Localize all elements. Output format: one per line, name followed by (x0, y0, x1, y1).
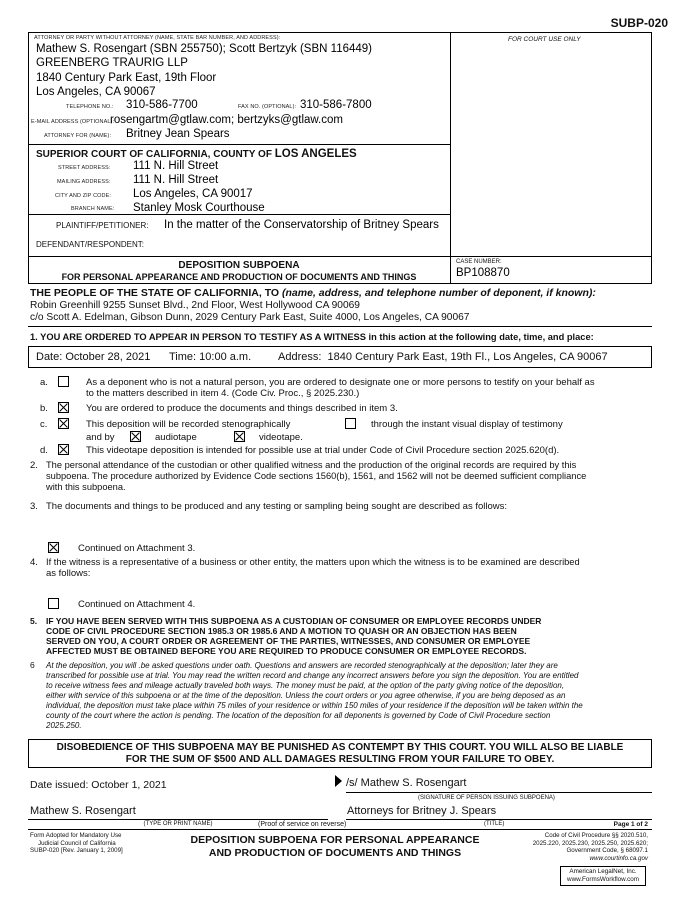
item5-line2: CODE OF CIVIL PROCEDURE SECTION 1985.3 OR 1985.6 AND A MOTION TO QUASH OR AN OBJECTION HAS BEEN (46, 626, 517, 636)
signature-label: (SIGNATURE OF PERSON ISSUING SUBPOENA) (418, 795, 555, 801)
form-id: SUBP-020 (610, 16, 668, 30)
proof-of-service: (Proof of service on reverse) (258, 821, 347, 828)
item3-num: 3. (30, 501, 38, 512)
audiotape-checkbox[interactable] (130, 431, 141, 442)
mailing-label: MAILING ADDRESS: (57, 179, 111, 185)
item-b-checkbox[interactable] (58, 402, 69, 413)
case-number: BP108870 (456, 267, 510, 279)
people-line-text: THE PEOPLE OF THE STATE OF CALIFORNIA, TO (30, 287, 280, 299)
fax-value: 310-586-7800 (300, 99, 372, 111)
fax-label: FAX NO. (OPTIONAL): (238, 104, 297, 110)
item4-line2: as follows: (46, 568, 91, 579)
item5-line1: IF YOU HAVE BEEN SERVED WITH THIS SUBPOENA AS A CUSTODIAN OF CONSUMER OR EMPLOYEE RECORDS UNDER (46, 616, 542, 626)
people-line (30, 287, 596, 299)
item5-num: 5. (30, 616, 38, 626)
mailing-value: 111 N. Hill Street (133, 174, 219, 186)
item1-text: 1. YOU ARE ORDERED TO APPEAR IN PERSON TO TESTIFY AS A WITNESS in this action at the following date, time, and place: (30, 332, 594, 342)
videotape-checkbox[interactable] (234, 431, 245, 442)
attachment4-checkbox[interactable] (48, 598, 59, 609)
plaintiff-label: PLAINTIFF/PETITIONER: (56, 221, 149, 230)
warning-line1: DISOBEDIENCE OF THIS SUBPOENA MAY BE PUNISHED AS CONTEMPT BY THIS COURT. YOU WILL ALSO BE LIABLE (56, 742, 624, 753)
deponent-line1: Robin Greenhill 9255 Sunset Blvd., 2nd Floor, West Hollywood CA 90069 (30, 300, 360, 311)
subpoena-title: DEPOSITION SUBPOENA (178, 260, 300, 271)
item6-line2: transcribed for possible use at trial. You may read the written record and change any incorrect answers before you sign the deposition. You are entitled (46, 671, 579, 680)
item-c-text: This deposition will be recorded stenographically (86, 419, 291, 430)
item2-line2: subpoena. The procedure authorized by Evidence Code sections 1560(b), 1561, and 1562 will not be deemed sufficient compliance (46, 471, 587, 481)
item-b-letter: b. (40, 403, 48, 414)
legalnet-line1: American LegalNet, Inc. (569, 868, 637, 875)
item6-line1: At the deposition, you will .be asked questions under oath. Questions and answers are recorded stenographically at the deposition; later they are (46, 661, 558, 670)
signature-value: /s/ Mathew S. Rosengart (346, 777, 467, 789)
item-d-text: This videotape deposition is intended for possible use at trial under Code of Civil Procedure section 2025.620(d). (86, 445, 560, 456)
court-title (36, 148, 357, 160)
code-line3: Government Code, § 68097.1 (566, 847, 648, 854)
branch-value: Stanley Mosk Courthouse (133, 202, 265, 214)
adopted-line1: Form Adopted for Mandatory Use (30, 832, 122, 839)
plaintiff-value: In the matter of the Conservatorship of Britney Spears (164, 219, 439, 231)
city-label: CITY AND ZIP CODE: (55, 193, 111, 199)
adopted-line2: Judicial Council of California (38, 839, 116, 847)
deponent-line2: c/o Scott A. Edelman, Gibson Dunn, 2029 Century Park East, Suite 4000, Los Angeles, CA 90067 (30, 312, 470, 323)
date-value: October 28, 2021 (65, 351, 151, 363)
address-value: 1840 Century Park East, 19th Fl., Los Angeles, CA 90067 (327, 351, 608, 363)
attorney-label: ATTORNEY OR PARTY WITHOUT ATTORNEY (NAME, STATE BAR NUMBER, AND ADDRESS): (34, 35, 281, 41)
item-d-letter: d. (40, 445, 48, 456)
item5-line4: AFFECTED MUST BE OBTAINED BEFORE YOU ARE REQUIRED TO PRODUCE CONSUMER OR EMPLOYEE RECORDS. (46, 646, 527, 656)
sign-here-arrow-icon (335, 775, 342, 787)
instant-display-text: through the instant visual display of testimony (371, 419, 563, 430)
adopted-block (30, 832, 123, 855)
item5-line3: SERVED ON YOU, A COURT ORDER OR AGREEMENT OF THE PARTIES, WITNESSES, AND CONSUMER OR EMPLOYEE (46, 636, 531, 646)
item-a-checkbox[interactable] (58, 376, 69, 387)
code-block (488, 832, 648, 862)
date-issued-value: October 1, 2021 (91, 779, 167, 791)
item2-num: 2. (30, 460, 38, 471)
item3-text: The documents and things to be produced and any testing or sampling being sought are described as follows: (46, 501, 508, 512)
item4-num: 4. (30, 557, 38, 568)
item6-line6: county of the court where the action is pending. The location of the deposition for all deponents is governed by Code of Civil Procedure section (46, 711, 551, 720)
attorney-line3: 1840 Century Park East, 19th Floor (36, 72, 217, 84)
page-number: Page 1 of 2 (613, 821, 648, 828)
attachment3-text: Continued on Attachment 3. (78, 543, 196, 554)
appearance-time (169, 351, 251, 363)
item6-line5: individual, the deposition must take place within 75 miles of your residence or within 150 miles of your residence if the deposition will be taken within the (46, 701, 583, 710)
adopted-line3: SUBP-020 [Rev. January 1, 2009] (30, 847, 123, 854)
item6-num: 6 (30, 660, 35, 670)
item6-line4: either with service of this subpoena or at the time of the deposition. Unless the court orders or you agree otherwise, if you are being deposed as an (46, 691, 566, 700)
title-value: Attorneys for Britney J. Spears (347, 805, 497, 817)
tel-value: 310-586-7700 (126, 99, 198, 111)
case-number-label: CASE NUMBER: (456, 259, 502, 265)
branch-label: BRANCH NAME: (71, 206, 115, 212)
item-c-checkbox[interactable] (58, 418, 69, 429)
attorney-for-label: ATTORNEY FOR (NAME): (44, 133, 112, 139)
subpoena-subtitle: FOR PERSONAL APPEARANCE AND PRODUCTION OF DOCUMENTS AND THINGS (61, 272, 417, 282)
address-label: Address: (278, 351, 322, 363)
time-value: 10:00 a.m. (199, 351, 252, 363)
time-label: Time: (169, 351, 197, 363)
item-c-letter: c. (40, 419, 48, 430)
printed-name: Mathew S. Rosengart (30, 805, 136, 817)
item6-line3: to receive witness fees and mileage actually traveled both ways. The money must be paid, at the option of the party giving notice of the deposition, (46, 681, 565, 690)
email-label: E-MAIL ADDRESS (OPTIONAL): (31, 119, 115, 125)
item-a-line2: to the matters described in item 4. (Code Civ. Proc., § 2025.230.) (86, 388, 360, 399)
videotape-text: videotape. (259, 432, 303, 443)
tel-label: TELEPHONE NO.: (66, 104, 114, 110)
item-b-text: You are ordered to produce the documents and things described in item 3. (86, 403, 398, 414)
legalnet-line2: www.FormsWorkflow.com (567, 876, 639, 883)
and-by-text: and by (86, 432, 115, 443)
item2-line3: with this subpoena. (46, 482, 126, 492)
instant-display-checkbox[interactable] (345, 418, 356, 429)
defendant-label: DEFENDANT/RESPONDENT: (36, 240, 145, 249)
attachment4-text: Continued on Attachment 4. (78, 599, 196, 610)
item2-line1: The personal attendance of the custodian or other qualified witness and the production of the original records are required by this (46, 460, 577, 470)
email-value: rosengartm@gtlaw.com; bertzyks@gtlaw.com (110, 114, 343, 126)
street-value: 111 N. Hill Street (133, 160, 219, 172)
appearance-address (278, 351, 608, 363)
footer-title-line1: DEPOSITION SUBPOENA FOR PERSONAL APPEARANCE (190, 834, 480, 846)
people-line-italic: (name, address, and telephone number of deponent, if known): (282, 287, 596, 299)
code-line1: Code of Civil Procedure §§ 2020.510, (544, 832, 648, 839)
attorney-line1: Mathew S. Rosengart (SBN 255750); Scott Bertzyk (SBN 116449) (36, 43, 372, 55)
code-line2: 2025.220, 2025.230, 2025.250, 2025.620; (532, 839, 648, 847)
city-value: Los Angeles, CA 90017 (133, 188, 253, 200)
date-label: Date: (36, 351, 63, 363)
footer-title (160, 834, 510, 860)
court-county: LOS ANGELES (274, 148, 357, 160)
item-d-checkbox[interactable] (58, 444, 69, 455)
legalnet-block (560, 868, 646, 884)
item4-line1: If the witness is a representative of a business or other entity, the matters upon which the witness is to be examined are described (46, 557, 580, 567)
court-use-label: FOR COURT USE ONLY (508, 36, 581, 43)
footer-title-line2: AND PRODUCTION OF DOCUMENTS AND THINGS (208, 847, 462, 859)
court-title-text: SUPERIOR COURT OF CALIFORNIA, COUNTY OF (36, 149, 272, 160)
item-a-letter: a. (40, 377, 48, 388)
date-issued-label: Date issued: (30, 779, 89, 791)
item6-line7: 2025.250. (46, 721, 82, 730)
street-label: STREET ADDRESS: (58, 165, 111, 171)
audiotape-text: audiotape (155, 432, 197, 443)
attorney-line4: Los Angeles, CA 90067 (36, 86, 156, 98)
date-issued (30, 779, 167, 791)
printed-name-label: (TYPE OR PRINT NAME) (143, 821, 213, 827)
item-a-line1: As a deponent who is not a natural person, you are ordered to designate one or more persons to testify on your behalf as (86, 377, 595, 388)
appearance-date (36, 351, 150, 363)
attorney-line2: GREENBERG TRAURIG LLP (36, 57, 188, 69)
warning-line2: FOR THE SUM OF $500 AND ALL DAMAGES RESULTING FROM YOUR FAILURE TO OBEY. (125, 754, 555, 765)
attachment3-checkbox[interactable] (48, 542, 59, 553)
code-line4: www.courtinfo.ca.gov (589, 854, 648, 862)
title-label: (TITLE) (484, 821, 505, 827)
attorney-for-value: Britney Jean Spears (126, 128, 230, 140)
